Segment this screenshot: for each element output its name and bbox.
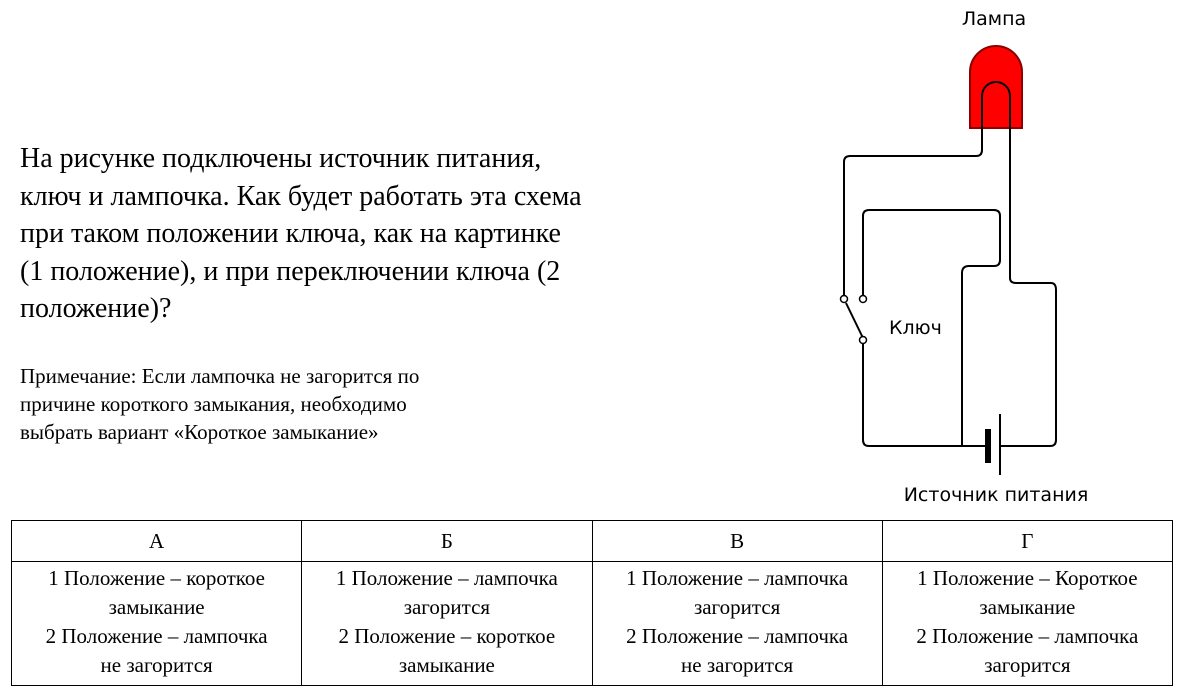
answer-header-b: Б xyxy=(302,521,592,562)
circuit-wires xyxy=(844,128,1056,446)
source-label: Источник питания xyxy=(903,484,1089,506)
note-line: Примечание: Если лампочка не загорится по xyxy=(20,364,420,388)
answer-line: загорится xyxy=(984,653,1071,677)
answer-line: замыкание xyxy=(398,653,495,677)
switch-label: Ключ xyxy=(889,317,942,339)
answer-line: замыкание xyxy=(108,595,205,619)
answer-header-g: Г xyxy=(882,521,1172,562)
answer-option-v[interactable] xyxy=(592,562,882,686)
note-line: выбрать вариант «Короткое замыкание» xyxy=(20,420,379,444)
question-line: положение)? xyxy=(20,293,172,324)
answer-line: загорится xyxy=(693,595,781,619)
answer-line: 2 Положение – лампочка xyxy=(626,624,849,648)
lamp-icon xyxy=(970,46,1022,128)
answer-line: 1 Положение – Короткое xyxy=(917,566,1138,590)
question-line: при таком положении ключа, как на картинке xyxy=(20,218,561,249)
question-line: (1 положение), и при переключении ключа (2 xyxy=(20,255,561,287)
answer-line: 2 Положение – лампочка xyxy=(45,624,268,648)
note-line: причине короткого замыкания, необходимо xyxy=(20,392,407,416)
answer-line: 2 Положение – лампочка xyxy=(916,624,1139,648)
answer-line: 1 Положение – короткое xyxy=(48,566,265,590)
answer-header-a: А xyxy=(12,521,302,562)
battery-icon xyxy=(985,414,1000,475)
answer-line: загорится xyxy=(403,595,491,619)
answer-header-v: В xyxy=(592,521,882,562)
answer-line: 1 Положение – лампочка xyxy=(335,566,558,590)
answers-table xyxy=(11,520,1173,686)
lamp-label: Лампа xyxy=(961,8,1027,30)
circuit-diagram xyxy=(800,0,1184,520)
question-line: На рисунке подключены источник питания, xyxy=(20,143,542,174)
note-text xyxy=(20,362,500,446)
answer-line: 1 Положение – лампочка xyxy=(626,566,849,590)
answers-header-row xyxy=(12,521,1173,562)
answer-line: не загорится xyxy=(100,653,213,677)
question-text xyxy=(20,140,680,328)
answer-line: не загорится xyxy=(681,653,794,677)
answer-line: 2 Положение – короткое xyxy=(338,624,556,648)
answers-row xyxy=(12,562,1173,686)
answer-option-g[interactable] xyxy=(882,562,1172,686)
switch-icon xyxy=(841,296,867,344)
answer-line: замыкание xyxy=(979,595,1076,619)
answer-option-b[interactable] xyxy=(302,562,592,686)
answer-option-a[interactable] xyxy=(12,562,302,686)
question-line: ключ и лампочка. Как будет работать эта схема xyxy=(20,180,582,212)
